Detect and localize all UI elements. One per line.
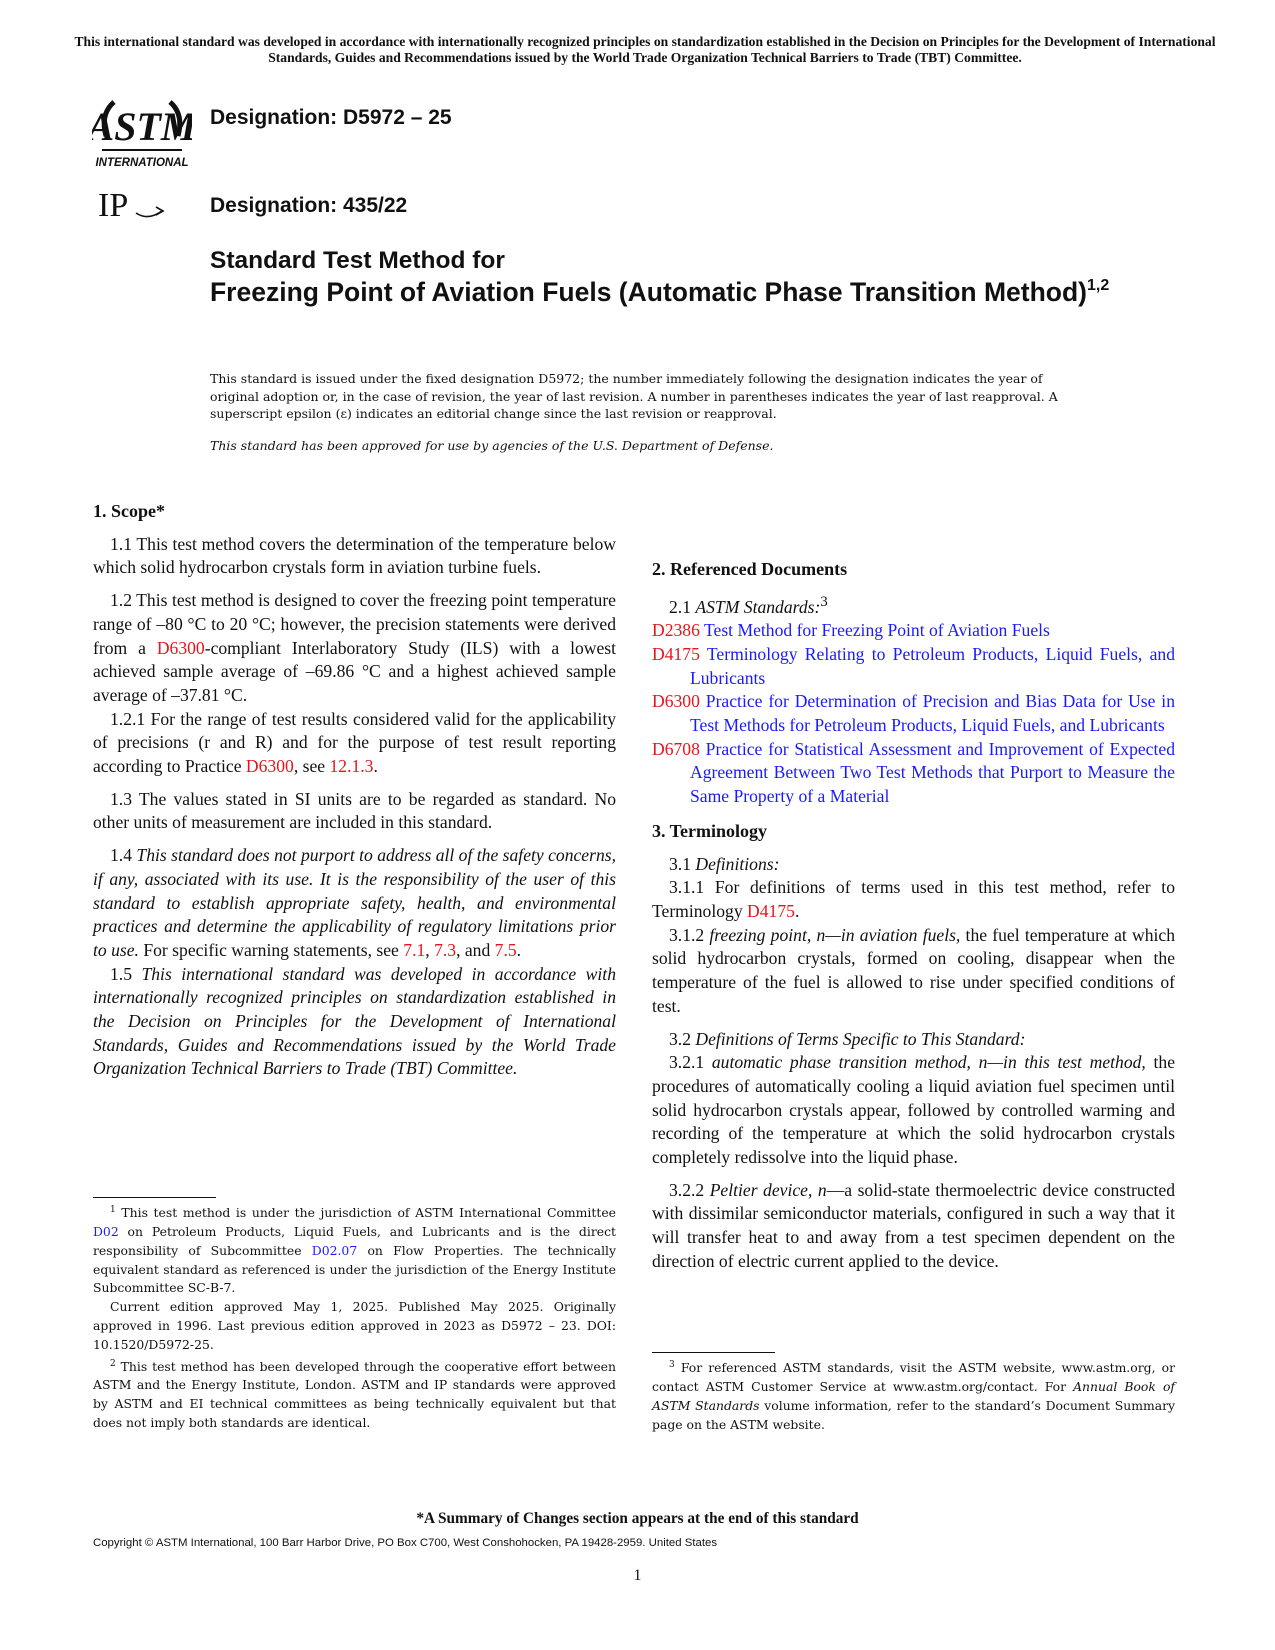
- footnote-2: $^2$ This test method has been developed through the cooperative effort between ASTM and the Energy Institute, London. ASTM and IP standards were approved by ASTM and EI technical committees as being technically equivalent but that does not imply both standards are identical.: [93, 1358, 616, 1431]
- section-scope-heading: 1. Scope*: [93, 501, 165, 521]
- link-d4175[interactable]: D4175: [747, 901, 795, 921]
- ip-logo-text: IP: [98, 187, 129, 223]
- header-notice: This international standard was developed in accordance with internationally recognized principles on standardization established in the Decision on Principles for the Development of International Standards, Guides and Recommendations issued by the World Trade Organization Technical Barriers to Trade (TBT) Committee.: [74, 34, 1216, 65]
- reference-list: [652, 619, 1175, 809]
- designation-ip: Designation: 435/22: [210, 194, 408, 217]
- designation-astm: Designation: D5972 – 25: [210, 106, 452, 129]
- link-7-5[interactable]: 7.5: [494, 939, 517, 960]
- footnotes-right: [652, 1356, 1175, 1434]
- astm-logo-text: ASTM: [92, 104, 192, 149]
- reference-item[interactable]: D4175 Terminology Relating to Petroleum Products, Liquid Fuels, and Lubricants: [652, 643, 1175, 688]
- para-1-3: 1.3 The values stated in SI units are to be regarded as standard. No other units of measurement are included in this standard.: [93, 788, 616, 833]
- para-3-1: 3.1 Definitions:: [669, 853, 780, 874]
- para-3-2-1: 3.2.1 automatic phase transition method, n—in this test method, the procedures of automatically cooling a liquid aviation fuel specimen until solid hydrocarbon crystals appear, followed by controlled warming and recording of the temperature at which the solid hydrocarbon crystals completely redissolve into the liquid phase.: [652, 1052, 1175, 1168]
- title-footnote-refs: 1,2: [1087, 277, 1110, 294]
- issuance-statement: [210, 370, 1065, 454]
- para-2-1: 2.1 ASTM Standards:$^3$: [669, 593, 828, 617]
- para-3-2-2: 3.2.2 Peltier device, n—a solid-state thermoelectric device constructed with dissimilar semiconductor materials, configured in such a way that it will transfer heat to and away from a test specimen dependent on the direction of electric current applied to the device.: [652, 1179, 1175, 1271]
- summary-of-changes-note: *A Summary of Changes section appears at the end of this standard: [416, 1510, 859, 1527]
- title-prefix: Standard Test Method for: [210, 247, 505, 274]
- reference-item[interactable]: D2386 Test Method for Freezing Point of Aviation Fuels: [652, 620, 1050, 641]
- reference-item[interactable]: D6708 Practice for Statistical Assessment and Improvement of Expected Agreement Between Two Test Methods that Purport to Measure the Same Property of a Material: [652, 738, 1175, 807]
- link-7-1[interactable]: 7.1: [403, 939, 426, 960]
- footnote-1: $^1$ This test method is under the jurisdiction of ASTM International Committee D02 on Petroleum Products, Liquid Fuels, and Lubricants and is the direct responsibility of Subcommittee D02.07 on Flow Properties. The technically equivalent standard as referenced is under the jurisdiction of the Energy Institute Subcommittee SC-B-7.: [93, 1205, 616, 1296]
- edition-note: Current edition approved May 1, 2025. Published May 2025. Originally approved in 1996. Last previous edition approved in 2023 as D5972 – 23. DOI: 10.1520/D5972-25.: [93, 1299, 616, 1352]
- left-column: [93, 500, 616, 1081]
- footnote-rule: [93, 1197, 216, 1198]
- document-title: [210, 246, 1110, 309]
- ip-logo-icon: [96, 183, 168, 223]
- section-terminology-heading: 3. Terminology: [652, 820, 768, 841]
- dod-approval: This standard has been approved for use by agencies of the U.S. Department of Defense.: [210, 437, 774, 453]
- link-d6300[interactable]: D6300: [245, 756, 294, 777]
- reference-item[interactable]: D6300 Practice for Determination of Precision and Bias Data for Use in Test Methods for Petroleum Products, Liquid Fuels, and Lubricants: [652, 691, 1175, 736]
- section-refdocs-heading: 2. Referenced Documents: [652, 559, 848, 579]
- para-3-1-2: 3.1.2 freezing point, n—in aviation fuels, the fuel temperature at which solid hydrocarbon crystals, formed on cooling, disappear when the temperature of the fuel is allowed to rise under specified conditions of test.: [652, 924, 1175, 1016]
- link-d02[interactable]: D02: [93, 1223, 119, 1239]
- para-1-5: 1.5 This international standard was developed in accordance with internationally recognized principles on standardization established in the Decision on Principles for the Development of International Standards, Guides and Recommendations issued by the World Trade Organization Technical Barriers to Trade (TBT) Committee.: [93, 963, 616, 1079]
- link-7-3[interactable]: 7.3: [434, 939, 457, 960]
- page-number: 1: [633, 1567, 642, 1584]
- issuance-text: This standard is issued under the fixed designation D5972; the number immediately following the designation indicates the year of original adoption or, in the case of revision, the year of last revision. A number in parentheses indicates the year of last reapproval. A superscript epsilon (ε) indicates an editorial change since the last revision or reapproval.: [210, 371, 1058, 421]
- para-1-2: 1.2 This test method is designed to cover the freezing point temperature range of –80 °C to 20 °C; however, the precision statements were derived from a D6300-compliant Interlaboratory Study (ILS) with a lowest achieved sample average of –69.86 °C and a highest achieved sample average of –37.81 °C.: [93, 590, 617, 705]
- link-d02-07[interactable]: D02.07: [311, 1242, 358, 1258]
- para-1-4: 1.4 This standard does not purport to address all of the safety concerns, if any, associated with its use. It is the responsibility of the user of this standard to establish appropriate safety, health, and environmental practices and determine the applicability of regulatory limitations prior to use. For specific warning statements, see 7.1, 7.3, and 7.5.: [93, 845, 617, 960]
- title-main: Freezing Point of Aviation Fuels (Automatic Phase Transition Method)$^{1,2}$: [210, 277, 1110, 307]
- para-3-1-1: 3.1.1 For definitions of terms used in this test method, refer to Terminology D4175.: [652, 877, 1175, 921]
- footnote-rule: [652, 1352, 775, 1353]
- para-1-1: 1.1 This test method covers the determination of the temperature below which solid hydrocarbon crystals form in aviation turbine fuels.: [93, 533, 616, 578]
- astm-logo-icon: [92, 84, 192, 172]
- para-3-2: 3.2 Definitions of Terms Specific to This Standard:: [669, 1028, 1026, 1049]
- astm-logo-subtext: INTERNATIONAL: [95, 157, 189, 169]
- right-column: [652, 547, 1175, 1274]
- footnotes-left: [93, 1201, 616, 1433]
- copyright-line: Copyright © ASTM International, 100 Barr Harbor Drive, PO Box C700, West Conshohocken, PA 19428-2959. United States: [93, 1537, 718, 1549]
- link-12-1-3[interactable]: 12.1.3: [329, 756, 374, 777]
- footnote-3: $^3$ For referenced ASTM standards, visit the ASTM website, www.astm.org, or contact ASTM Customer Service at www.astm.org/contact. For Annual Book of ASTM Standards volume information, refer to the standard’s Document Summary page on the ASTM website.: [652, 1360, 1176, 1432]
- para-1-2-1: 1.2.1 For the range of test results considered valid for the applicability of precisions (r and R) and for the purpose of test result reporting according to Practice D6300, see 12.1.3.: [93, 708, 616, 777]
- link-d6300[interactable]: D6300: [156, 637, 205, 658]
